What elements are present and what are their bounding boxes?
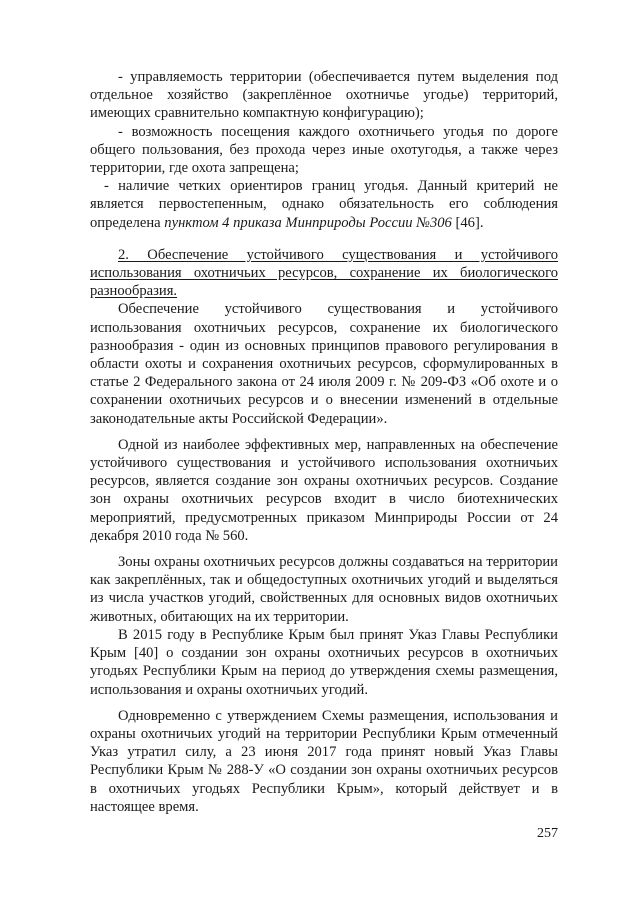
document-body bbox=[90, 68, 558, 816]
paragraph: Зоны охраны охотничьих ресурсов должны создаваться на территории как закреплённых, так и общедоступных охотничьих угодий и выделяться из числа участков угодий, свойственных для основных видов охотничьих животных, обитающих на их территории. bbox=[90, 554, 558, 625]
bullet-item: - управляемость территории (обеспечивается путем выделения под отдельное хозяйство (закреплённое охотничье угодье) территорий, имеющих сравнительно компактную конфигурацию); bbox=[90, 69, 558, 122]
bullet-item bbox=[90, 177, 558, 232]
page-number: 257 bbox=[537, 826, 558, 841]
paragraph: В 2015 году в Республике Крым был принят Указ Главы Республики Крым [40] о создании зон охраны охотничьих ресурсов в охотничьих угодьях Республики Крым на период до утверждения схемы размещения, использования и охраны охотничьих угодий. bbox=[90, 626, 558, 698]
bullet-item: - возможность посещения каждого охотничьего угодья по дороге общего пользования, без прохода через иные охотугодья, а также через территории, где охота запрещена; bbox=[90, 123, 558, 177]
bullet-text: - наличие четких ориентиров границ угодья. Данный критерий не является первостепенным, однако обязательность его соблюдения определена bbox=[90, 178, 558, 231]
citation: [46]. bbox=[451, 214, 484, 231]
section-heading: 2. Обеспечение устойчивого существования и устойчивого использования охотничьих ресурсов, сохранение их биологического разнообразия. bbox=[90, 246, 558, 300]
order-reference: пунктом 4 приказа Минприроды России №306 bbox=[164, 214, 452, 231]
paragraph: Одновременно с утверждением Схемы размещения, использования и охраны охотничьих угодий на территории Республики Крым отмеченный Указ утратил силу, а 23 июня 2017 года принят новый Указ Главы Республики Крым № 288-У «О создании зон охраны охотничьих ресурсов в охотничьих угодьях Республики Крым», который действует и в настоящее время. bbox=[90, 707, 558, 815]
paragraph: Одной из наиболее эффективных мер, направленных на обеспечение устойчивого существования и устойчивого использования охотничьих ресурсов, является создание зон охраны охотничьих ресурсов. Создание зон охраны охотничьих ресурсов входит в число биотехнических мероприятий, предусмотренных приказом Минприроды России от 24 декабря 2010 года № 560. bbox=[90, 436, 558, 544]
paragraph: Обеспечение устойчивого существования и устойчивого использования охотничьих ресурсов, сохранение их биологического разнообразия - один из основных принципов правового регулирования в области охоты и сохранения охотничьих ресурсов, сформулированных в статье 2 Федерального закона от 24 июля 2009 г. № 209-ФЗ «Об охоте и о сохранении охотничьих ресурсов и о внесении изменений в отдельные законодательные акты Российской Федерации». bbox=[90, 301, 558, 427]
